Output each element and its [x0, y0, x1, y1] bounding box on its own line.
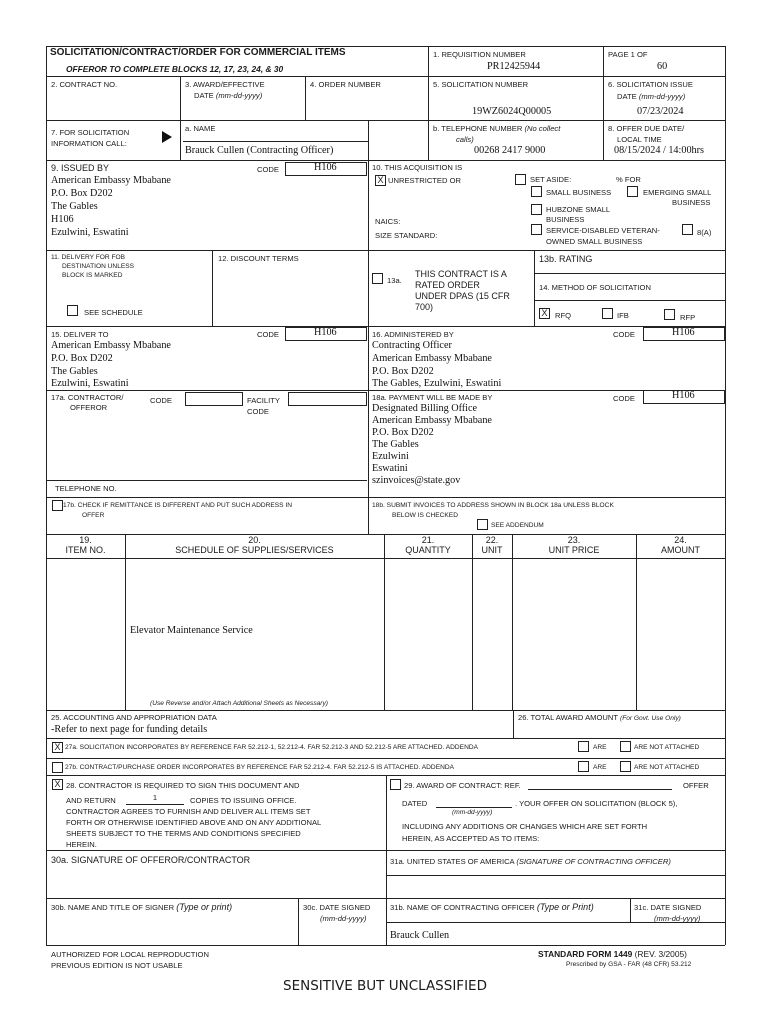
accounting-value: -Refer to next page for funding details — [51, 724, 208, 735]
see-schedule-label: SEE SCHEDULE — [84, 308, 143, 317]
set-aside-checkbox[interactable] — [515, 174, 526, 185]
ref-underline — [528, 789, 672, 790]
administered-code-label: CODE — [613, 330, 635, 339]
emerging-label-1: EMERGING SMALL — [643, 188, 712, 197]
payment-line-3: P.O. Box D202 — [372, 427, 434, 438]
set-aside-label: SET ASIDE: — [530, 175, 572, 184]
remittance-label-1: 17b. CHECK IF REMITTANCE IS DIFFERENT AND PUT SUCH ADDRESS IN — [63, 502, 292, 509]
col-unit-price: UNIT PRICE — [548, 545, 600, 555]
solicitation-number-label: 5. SOLICITATION NUMBER — [433, 80, 529, 89]
payment-line-6: Eswatini — [372, 463, 408, 474]
administered-label: 16. ADMINISTERED BY — [372, 330, 454, 339]
block-28-line-1: 28. CONTRACTOR IS REQUIRED TO SIGN THIS DOCUMENT AND — [66, 781, 300, 790]
payment-email[interactable]: szinvoices@state.gov — [372, 475, 461, 486]
block-28-checkbox[interactable]: X — [52, 779, 63, 790]
requisition-number[interactable]: PR12425944 — [487, 61, 541, 72]
award-date-format: (mm-dd-yyyy) — [215, 91, 263, 100]
officer-name[interactable]: Brauck Cullen — [390, 930, 450, 941]
hubzone-checkbox[interactable] — [531, 204, 542, 215]
acquisition-label: 10. THIS ACQUISITION IS — [372, 163, 463, 172]
block-28-line-4: FORTH OR OTHERWISE IDENTIFIED ABOVE AND ON ANY ADDITIONAL — [66, 818, 322, 827]
facility-code-box[interactable] — [288, 392, 367, 406]
rfp-label: RFP — [680, 313, 696, 322]
remittance-label-2: OFFER — [82, 512, 105, 519]
col-quantity: QUANTITY — [405, 545, 451, 555]
deliver-to-label: 15. DELIVER TO — [51, 330, 109, 339]
signer-name-note: (Type or print) — [176, 902, 233, 912]
rfq-label: RFQ — [555, 311, 572, 320]
percent-for-label: % FOR — [616, 175, 641, 184]
officer-name-label — [390, 903, 594, 912]
schedule-item: Elevator Maintenance Service — [130, 625, 253, 636]
due-date[interactable]: 08/15/2024 / 14:00hrs — [614, 145, 704, 156]
signature-officer-field[interactable] — [388, 863, 723, 874]
date-signed-30c-label: 30c. DATE SIGNED — [303, 903, 371, 912]
block-28-line-5: SHEETS SUBJECT TO THE TERMS AND CONDITIONS SPECIFIED — [66, 829, 301, 838]
issue-date-text: DATE — [617, 92, 637, 101]
block-29-checkbox[interactable] — [390, 779, 401, 790]
award-date-sublabel — [194, 91, 262, 100]
requisition-label: 1. REQUISITION NUMBER — [433, 50, 526, 59]
copies-count[interactable]: 1 — [152, 793, 158, 802]
classification-banner: SENSITIVE BUT UNCLASSIFIED — [283, 978, 487, 994]
col-24-num: 24. — [674, 535, 687, 545]
block-28-line-6: HEREIN. — [66, 840, 97, 849]
officer-name-note: (Type or Print) — [536, 902, 594, 912]
issued-line-2: P.O. Box D202 — [51, 188, 113, 199]
clause-27a-not: ARE NOT ATTACHED — [634, 744, 700, 751]
sdvosb-label-1: SERVICE-DISABLED VETERAN- — [546, 226, 660, 235]
emerging-label-2: BUSINESS — [672, 198, 711, 207]
total-award-note: (For Govt. Use Only) — [620, 715, 681, 722]
deliver-line-3: The Gables — [51, 366, 98, 377]
small-business-label: SMALL BUSINESS — [546, 188, 612, 197]
page-count: 60 — [657, 61, 668, 72]
submit-invoices-label-2: BELOW IS CHECKED — [392, 512, 458, 519]
administered-code: H106 — [672, 327, 695, 338]
contractor-label-2: OFFEROR — [70, 403, 108, 412]
block-28-return: AND RETURN — [66, 796, 116, 805]
clause-27a-label: 27a. SOLICITATION INCORPORATES BY REFERENCE FAR 52.212-1, 52.212-4. FAR 52.212-3 AND 52.212-5 ARE ATTACHED. ADDENDA — [65, 744, 478, 751]
rated-line-2: RATED ORDER — [415, 280, 480, 290]
col-22-num: 22. — [485, 535, 499, 545]
eight-a-label: 8(A) — [697, 228, 712, 237]
dated-underline[interactable] — [436, 807, 512, 808]
clause-27b-are: ARE — [593, 764, 607, 771]
col-amount: AMOUNT — [661, 545, 700, 555]
accounting-label: 25. ACCOUNTING AND APPROPRIATION DATA — [51, 713, 217, 722]
standard-form-rev: (REV. 3/2005) — [634, 949, 687, 959]
fob-label-3: BLOCK IS MARKED — [62, 272, 123, 279]
total-award-label — [518, 713, 681, 723]
phone-note: (No collect — [524, 124, 561, 133]
rated-line-1: THIS CONTRACT IS A — [415, 269, 507, 279]
rated-line-4: 700) — [415, 302, 434, 312]
contract-no-label: 2. CONTRACT NO. — [51, 80, 118, 89]
see-addendum-label: SEE ADDENDUM — [491, 522, 544, 529]
info-call-label-2: INFORMATION CALL: — [51, 139, 127, 148]
hubzone-label-2: BUSINESS — [546, 215, 585, 224]
size-standard-label: SIZE STANDARD: — [375, 231, 438, 240]
order-number-label: 4. ORDER NUMBER — [310, 80, 381, 89]
administered-line-3: P.O. Box D202 — [372, 366, 434, 377]
due-date-label-2: LOCAL TIME — [617, 135, 662, 144]
clause-27b-not-checkbox[interactable] — [620, 761, 631, 772]
deliver-line-4: Ezulwini, Eswatini — [51, 378, 129, 389]
block-29-line-2: . YOUR OFFER ON SOLICITATION (BLOCK 5), — [515, 799, 678, 808]
issued-code: H106 — [314, 162, 337, 173]
sdvosb-checkbox[interactable] — [531, 224, 542, 235]
deliver-line-2: P.O. Box D202 — [51, 353, 113, 364]
date-signed-31c-label: 31c. DATE SIGNED — [634, 903, 702, 912]
payment-line-1: Designated Billing Office — [372, 403, 478, 414]
deliver-code-label: CODE — [257, 330, 279, 339]
issued-line-4: H106 — [51, 214, 74, 225]
small-business-checkbox[interactable] — [531, 186, 542, 197]
solicitation-number[interactable]: 19WZ6024Q00005 — [472, 106, 552, 117]
fob-label-2: DESTINATION UNLESS — [62, 263, 135, 270]
clause-27b-not: ARE NOT ATTACHED — [634, 764, 700, 771]
col-schedule: SCHEDULE OF SUPPLIES/SERVICES — [175, 545, 334, 555]
col-20-num: 20. — [248, 535, 261, 545]
officer-name-text: 31b. NAME OF CONTRACTING OFFICER — [390, 903, 535, 912]
block-28-line-3: CONTRACTOR AGREES TO FURNISH AND DELIVER ALL ITEMS SET — [66, 807, 311, 816]
sdvosb-label-2: OWNED SMALL BUSINESS — [546, 237, 643, 246]
facility-label-1: FACILITY — [247, 396, 280, 405]
telephone-label: TELEPHONE NO. — [55, 484, 117, 493]
clause-27a-not-checkbox[interactable] — [620, 741, 631, 752]
name-label: a. NAME — [185, 124, 216, 133]
contractor-code-box[interactable] — [185, 392, 243, 406]
see-schedule-checkbox[interactable] — [67, 305, 78, 316]
col-23-num: 23. — [567, 535, 581, 545]
contractor-code-label: CODE — [150, 396, 172, 405]
unrestricted-checkbox[interactable]: X — [375, 175, 386, 186]
signature-usa-note: (SIGNATURE OF CONTRACTING OFFICER) — [516, 857, 671, 866]
rfp-checkbox[interactable] — [664, 309, 675, 320]
eight-a-checkbox[interactable] — [682, 224, 693, 235]
emerging-small-checkbox[interactable] — [627, 186, 638, 197]
rated-line-3: UNDER DPAS (15 CFR — [415, 291, 510, 301]
issue-date-format: (mm-dd-yyyy) — [638, 92, 686, 101]
naics-label: NAICS: — [375, 217, 401, 226]
block-29-line-4: HEREIN, AS ACCEPTED AS TO ITEMS: — [402, 834, 540, 843]
total-award-text: 26. TOTAL AWARD AMOUNT — [518, 713, 618, 722]
standard-form-label — [538, 949, 687, 959]
clause-27b-label: 27b. CONTRACT/PURCHASE ORDER INCORPORATES BY REFERENCE FAR 52.212-4. FAR 52.212-5 IS ATTACHED. ADDENDA — [65, 764, 455, 771]
ifb-label: IFB — [617, 311, 629, 320]
issued-line-1: American Embassy Mbabane — [51, 175, 171, 186]
page-label: PAGE 1 OF — [608, 50, 648, 59]
rated-order-checkbox[interactable] — [372, 273, 383, 284]
phone-number[interactable]: 00268 2417 9000 — [474, 145, 546, 156]
payment-line-5: Ezulwini — [372, 451, 409, 462]
facility-label-2: CODE — [247, 407, 269, 416]
see-addendum-checkbox[interactable] — [477, 519, 488, 530]
deliver-code: H106 — [314, 327, 337, 338]
rfq-checkbox[interactable]: X — [539, 308, 550, 319]
administered-line-4: The Gables, Ezulwini, Eswatini — [372, 378, 502, 389]
footer-authorized: AUTHORIZED FOR LOCAL REPRODUCTION — [51, 950, 209, 959]
submit-invoices-label-1: 18b. SUBMIT INVOICES TO ADDRESS SHOWN IN BLOCK 18a UNLESS BLOCK — [372, 502, 614, 509]
issue-date-label: 6. SOLICITATION ISSUE — [608, 80, 693, 89]
footer-previous: PREVIOUS EDITION IS NOT USABLE — [51, 961, 183, 970]
date-signed-30c-format: (mm-dd-yyyy) — [320, 914, 367, 923]
issue-date-sublabel — [617, 92, 685, 101]
phone-note-2: calls) — [456, 135, 474, 144]
payment-line-4: The Gables — [372, 439, 419, 450]
block-29-date-format: (mm-dd-yyyy) — [452, 809, 493, 816]
method-label: 14. METHOD OF SOLICITATION — [539, 283, 651, 292]
remittance-checkbox[interactable] — [52, 500, 63, 511]
due-date-label-1: 8. OFFER DUE DATE/ — [608, 124, 685, 133]
signature-offeror-label: 30a. SIGNATURE OF OFFEROR/CONTRACTOR — [51, 855, 251, 865]
administered-line-2: American Embassy Mbabane — [372, 353, 492, 364]
signer-name-text: 30b. NAME AND TITLE OF SIGNER — [51, 903, 175, 912]
standard-form-number: STANDARD FORM 1449 — [538, 949, 633, 959]
col-item-no: ITEM NO. — [65, 545, 106, 555]
issued-line-3: The Gables — [51, 201, 98, 212]
signature-offeror-field[interactable] — [48, 868, 382, 896]
unrestricted-label: UNRESTRICTED OR — [388, 176, 461, 185]
phone-label — [433, 124, 560, 133]
clause-27b-are-checkbox[interactable] — [578, 761, 589, 772]
administered-line-1: Contracting Officer — [372, 340, 452, 351]
ifb-checkbox[interactable] — [602, 308, 613, 319]
award-date-label: 3. AWARD/EFFECTIVE — [185, 80, 265, 89]
signature-usa-text: 31a. UNITED STATES OF AMERICA — [390, 857, 515, 866]
form-subtitle: OFFEROR TO COMPLETE BLOCKS 12, 17, 23, 24, & 30 — [66, 64, 284, 74]
arrow-right-icon — [162, 131, 172, 143]
block-29-line-1: 29. AWARD OF CONTRACT: REF. — [404, 781, 521, 790]
phone-label-text: b. TELEPHONE NUMBER — [433, 124, 523, 133]
rated-num: 13a. — [387, 276, 402, 285]
issued-line-5: Ezulwini, Eswatini — [51, 227, 129, 238]
payment-code: H106 — [672, 390, 695, 401]
clause-27a-are: ARE — [593, 744, 607, 751]
clause-27b-checkbox[interactable] — [52, 762, 63, 773]
contractor-label-1: 17a. CONTRACTOR/ — [51, 393, 124, 402]
contact-name[interactable]: Brauck Cullen (Contracting Officer) — [185, 145, 334, 156]
copies-underline — [126, 804, 184, 805]
clause-27a-are-checkbox[interactable] — [578, 741, 589, 752]
discount-terms-label: 12. DISCOUNT TERMS — [218, 254, 299, 263]
col-21-num: 21. — [421, 535, 435, 545]
payment-line-2: American Embassy Mbabane — [372, 415, 492, 426]
issued-code-label: CODE — [257, 165, 279, 174]
block-29-line-3: INCLUDING ANY ADDITIONS OR CHANGES WHICH ARE SET FORTH — [402, 822, 648, 831]
block-28-copies-label: COPIES TO ISSUING OFFICE. — [190, 796, 297, 805]
issue-date[interactable]: 07/23/2024 — [637, 106, 684, 117]
award-date-text: DATE — [194, 91, 214, 100]
info-call-label-1: 7. FOR SOLICITATION — [51, 128, 130, 137]
payment-label: 18a. PAYMENT WILL BE MADE BY — [372, 393, 493, 402]
schedule-note: (Use Reverse and/or Attach Additional Sheets as Necessary) — [150, 700, 328, 707]
col-unit: UNIT — [481, 545, 503, 555]
rating-label: 13b. RATING — [539, 254, 593, 264]
hubzone-label-1: HUBZONE SMALL — [546, 205, 611, 214]
issued-by-label: 9. ISSUED BY — [51, 163, 110, 173]
date-signed-31c-format: (mm-dd-yyyy) — [654, 914, 701, 923]
clause-27a-checkbox[interactable]: X — [52, 742, 63, 753]
deliver-line-1: American Embassy Mbabane — [51, 340, 171, 351]
form-title: SOLICITATION/CONTRACT/ORDER FOR COMMERCIAL ITEMS — [50, 47, 346, 58]
fob-label-1: 11. DELIVERY FOR FOB — [51, 254, 126, 261]
signer-name-label — [51, 903, 232, 912]
col-19-num: 19. — [79, 535, 92, 545]
payment-code-label: CODE — [613, 394, 635, 403]
block-29-offer: OFFER — [683, 781, 709, 790]
block-29-dated: DATED — [402, 799, 428, 808]
prescribed-by: Prescribed by GSA - FAR (48 CFR) 53.212 — [566, 961, 692, 968]
